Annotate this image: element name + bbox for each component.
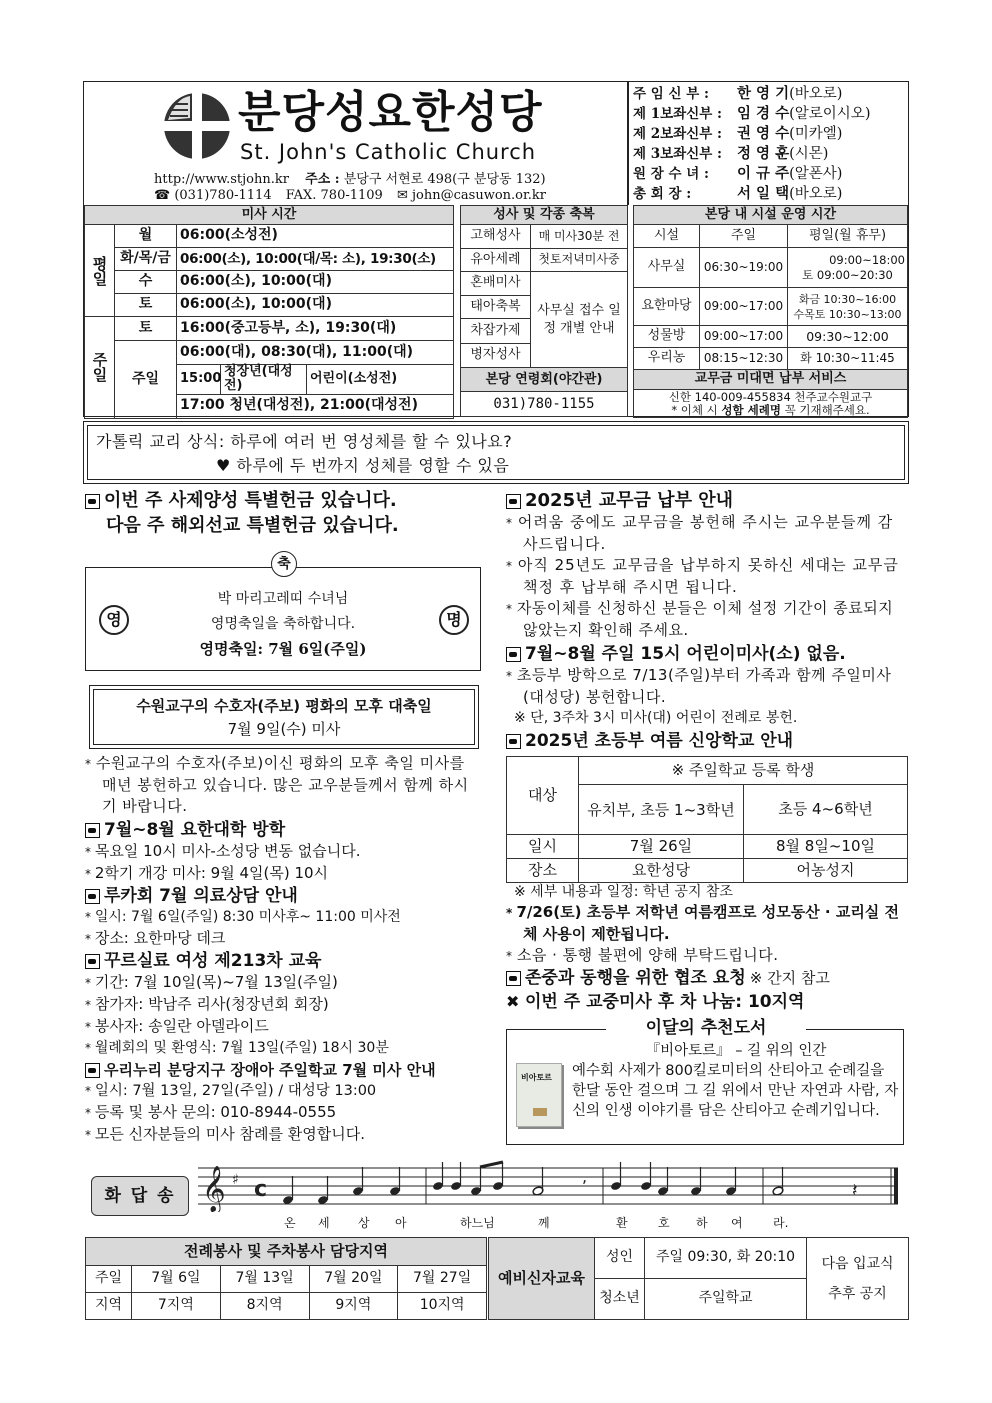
clergy-row: 제 2보좌신부 : 권 영 수(미카엘)	[633, 125, 843, 142]
sacrament-table: 성사 및 각종 축복 고해성사 매 미사30분 전 유아세례 첫토저녁미사중 혼배미사 사무실 접수 일정 개별 안내 태아축복 차잡가제 병자성사 본당 연령회(야간관) 031)780-1155	[460, 205, 628, 417]
phone-icon: ☎	[154, 188, 171, 203]
notice-icon	[85, 1063, 100, 1078]
svg-text:,: ,	[582, 1167, 588, 1186]
notice-icon	[85, 823, 100, 838]
church-contact: ☎ (031)780-1114 FAX. 780-1109 ✉ john@casuwon.or.kr	[154, 188, 546, 203]
clergy-row: 제 3보좌신부 : 정 영 훈(시몬)	[633, 145, 829, 162]
feast-badge: 축	[271, 551, 297, 577]
church-name: 분당성요한성당	[238, 87, 543, 138]
right-column: 2025년 교무금 납부 안내 * 어려움 중에도 교무금을 봉헌해 주시는 교우분들께 감사드립니다. * 아직 25년도 교무금을 납부하지 못하신 세대는 교무금 책정 후 납부해 주시면 됩니다. * 자동이체를 신청하신 분들은 이체 설정 기간이 종료되지 않았는지 확인해 주세요. 7월~8월 주일 15시 어린이미사(소) 없음. * 초등부 방학으로 7/13(주일)부터 가족과 함께 주일미사(대성당) 봉헌합니다. ※ 단, 3주차 3시 미사(대) 어린이 전례로 봉헌. 2025년 초등부 여름 신앙학교 안내 대상 ※ 주일학교 등록 학생 유치부, 초등 1~3학년 초등 4~6학년 일시 7월 26일 8월 8일~10일 장소 요한성당 어농성지 ※ 세부 내용과 일정: 학년 공지 참조 * 7/26(토) 초등부 저학년 여름캠프로 성모동산 · 교리실 전체 사용이 제한됩니다. * 소음 · 통행 불편에 양해 부탁드립니다. 존중과 동행을 위한 협조 요청 ※ 간지 참고 ✖ 이번 주 교중미사 후 차 나눔: 10지역 이달의 추천도서 비아토르 『비아토르』 – 길 위의 인간 예수회 사제가 800킬로미터의 산티아고 순례길을 한달 동안 걸으며 그 길 위에서 만난 자연과 사람, 자신의 인생 이야기를 담은 산티아고 순례기입니다.	[506, 490, 908, 1145]
lyric-syllable: 하느님	[460, 1216, 495, 1230]
notice-icon	[506, 734, 521, 749]
url-link[interactable]: http://www.stjohn.kr	[154, 172, 289, 187]
camp-table: 대상 ※ 주일학교 등록 학생 유치부, 초등 1~3학년 초등 4~6학년 일시 7월 26일 8월 8일~10일 장소 요한성당 어농성지	[506, 756, 908, 882]
psalm-label: 화 답 송	[91, 1176, 189, 1216]
collection-heading: 이번 주 사제양성 특별헌금 있습니다.	[85, 490, 481, 512]
book-box-title: 이달의 추천도서	[606, 1017, 806, 1039]
clergy-divider	[627, 81, 629, 205]
notice-icon	[506, 647, 521, 662]
email-link[interactable]: john@casuwon.or.kr	[412, 188, 546, 203]
facility-table: 본당 내 시설 운영 시간 시설 주일 평일(월 휴무) 사무실 06:30~19:00 09:00~18:00 토 09:00~20:30 요한마당 09:00~17:00 화금 10:30~16:00 수목토 10:30~13:00 성물방 09:00~17:00 09:30~12:00 우리농 08:15~12:30 화 10:30~11:45 교무금 미대면 납부 서비스 신한 140-009-455834 천주교수원교구 * 이체 시 성함 세례명 꼭 기재해주세요.	[633, 205, 908, 417]
notice-icon	[506, 971, 521, 986]
notice-icon	[85, 954, 100, 969]
church-name-en: St. John's Catholic Church	[240, 140, 537, 164]
feast-left-mark: 영	[99, 605, 129, 635]
lyric-syllable: 호	[658, 1216, 670, 1230]
psalm-score	[198, 1160, 910, 1212]
catechism-question: 가톨릭 교리 상식: 하루에 여러 번 영성체를 할 수 있나요?	[96, 432, 513, 451]
lyric-syllable: 여	[731, 1216, 743, 1230]
church-logo	[162, 90, 232, 162]
feast-right-mark: 명	[439, 605, 469, 635]
lyric-syllable: 상	[358, 1216, 370, 1230]
catechumen-table: 예비신자교육 성인 주일 09:30, 화 20:10 다음 입교식 추후 공지 청소년 주일학교	[488, 1237, 909, 1319]
peace-box: 수원교구의 수호자(주보) 평화의 모후 대축일 7월 9일(수) 미사	[89, 685, 479, 749]
lyric-syllable: 하	[696, 1216, 708, 1230]
mass-schedule: 미사 시간 평일 월 06:00(소성전) 화/목/금 06:00(소), 10:00(대/목: 소), 19:30(소) 수 06:00(소), 10:00(대) 토 06:00(소), 10:00(대) 주일 토 16:00(중고등부, 소), 19:30(대) 주일 06:00(대), 08:30(대), 11:00(대) 15:00 청장년(대성전) 어린이(소성전) 17:00 청년(대성전), 21:00(대성전)	[84, 205, 454, 417]
note-beam	[480, 1162, 503, 1167]
lyric-syllable: 환	[616, 1216, 628, 1230]
weekend-label: 주일	[85, 317, 115, 419]
church-url: http://www.stjohn.kr 주소 : 분당구 서현로 498(구 분당동 132)	[154, 172, 546, 187]
weekday-label: 평일	[85, 225, 115, 317]
book-cover: 비아토르	[516, 1063, 562, 1127]
svg-text:♯: ♯	[232, 1172, 239, 1188]
svg-text:𝄞: 𝄞	[202, 1166, 226, 1212]
lyric-syllable: 온	[284, 1216, 296, 1230]
svg-text:c: c	[254, 1177, 268, 1202]
catechism-answer: ♥ 하루에 두 번까지 성체를 영할 수 있음	[216, 456, 510, 475]
lyric-syllable: 께	[538, 1216, 550, 1230]
clergy-list	[633, 84, 908, 204]
duty-table: 전례봉사 및 주차봉사 담당지역 주일 7월 6일 7월 13일 7월 20일 7월 27일 지역 7지역 8지역 9지역 10지역	[85, 1237, 487, 1319]
mail-icon: ✉	[396, 188, 408, 203]
notice-icon	[85, 494, 100, 509]
notice-icon	[506, 494, 521, 509]
lyric-syllable: 세	[318, 1216, 330, 1230]
clergy-row: 제 1보좌신부 : 임 경 수(알로이시오)	[633, 105, 871, 122]
tea-share-icon: ✖	[506, 992, 520, 1011]
notice-icon	[85, 889, 100, 904]
left-column: 이번 주 사제양성 특별헌금 있습니다. 다음 주 해외선교 특별헌금 있습니다. 축 영 명 박 마리고레띠 수녀님 영명축일을 축하합니다. 영명축일: 7월 6일(주일) 수원교구의 수호자(주보) 평화의 모후 대축일 7월 9일(수) 미사 * 수원교구의 수호자(주보)이신 평화의 모후 축일 미사를 매년 봉헌하고 있습니다. 많은 교우분들께서 함께 하시기 바랍니다. 7월~8월 요한대학 방학 * 목요일 10시 미사-소성당 변동 없습니다. * 2학기 개강 미사: 9월 4일(목) 10시 루카회 7월 의료상담 안내 * 일시: 7월 6일(주일) 8:30 미사후~ 11:00 미사전 * 장소: 요한마당 데크 꾸르실료 여성 제213차 교육 * 기간: 7월 10일(목)~7월 13일(주일) * 참가자: 박남주 리사(청장년회 회장) * 봉사자: 송일란 아델라이드 * 월례회의 및 환영식: 7월 13일(주일) 18시 30분 우리누리 분당지구 장애아 주일학교 7월 미사 안내 * 일시: 7월 13일, 27일(주일) / 대성당 13:00 * 등록 및 봉사 문의: 010-8944-0555 * 모든 신자분들의 미사 참례를 환영합니다.	[85, 490, 481, 1146]
svg-text:𝄽: 𝄽	[852, 1180, 858, 1201]
clergy-row: 주 임 신 부 : 한 영 기(바오로)	[633, 85, 843, 102]
lyric-syllable: 아	[395, 1216, 407, 1230]
lyric-syllable: 라.	[773, 1216, 789, 1230]
psalm-lyrics	[198, 1214, 910, 1232]
mass-title: 미사 시간	[85, 206, 454, 225]
clergy-row: 원 장 수 녀 : 이 규 주(알폰사)	[633, 165, 843, 182]
clergy-row: 총 회 장 : 서 일 택(바오로)	[633, 185, 843, 202]
catechism-box	[83, 421, 909, 484]
